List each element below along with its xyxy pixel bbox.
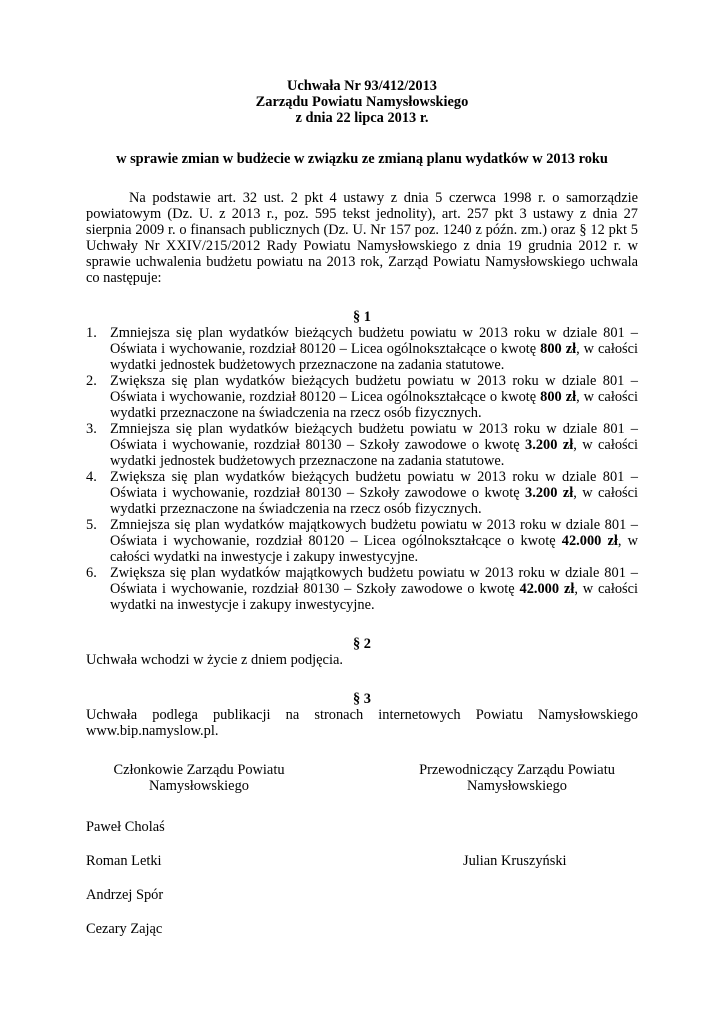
- item-number: 1.: [86, 325, 97, 341]
- item-number: 5.: [86, 517, 97, 533]
- signatory-row: [86, 887, 638, 903]
- item-text-end: , w całości wydatki jednostek budżetowych przeznaczone na zadania statutowe.: [110, 437, 638, 469]
- item-text: Zmniejsza się plan wydatków majątkowych budżetu powiatu w 2013 roku w dziale 801 – Oświata i wychowanie, rozdział 80120 – Licea ogólnokształcące o kwotę: [110, 517, 638, 549]
- signature-headers: [86, 762, 638, 794]
- intro-paragraph: Na podstawie art. 32 ust. 2 pkt 4 ustawy z dnia 5 czerwca 1998 r. o samorządzie powiatowym (Dz. U. z 2013 r., poz. 595 tekst jednolity), art. 257 pkt 3 ustawy z dnia 27 sierpnia 2009 r. o finansach publicznych (Dz. U. Nr 157 poz. 1240 z późn. zm.) oraz § 12 pkt 5 Uchwały Nr XXIV/215/2012 Rady Powiatu Namysłowskiego z dnia 19 grudnia 2012 r. w sprawie uchwalenia budżetu powiatu na 2013 rok, Zarząd Powiatu Namysłowskiego uchwala co następuje:: [86, 190, 638, 286]
- signatory-row: [86, 921, 638, 937]
- signatory-row: [86, 853, 638, 869]
- issuing-body: Zarządu Powiatu Namysłowskiego: [255, 94, 469, 110]
- item-text-end: , w całości wydatki przeznaczone na świadczenia na rzecz osób fizycznych.: [110, 389, 639, 421]
- member-name: Roman Letki: [86, 853, 162, 869]
- item-amount: 3.200 zł: [525, 437, 574, 453]
- section-1-title: § 1: [353, 309, 371, 325]
- item-text: Zwiększa się plan wydatków bieżących budżetu powiatu w 2013 roku w dziale 801 – Oświata i wychowanie, rozdział 80120 – Licea ogólnokształcące o kwotę: [110, 373, 638, 405]
- resolution-number: Uchwała Nr 93/412/2013: [286, 78, 438, 94]
- item-text-end: , w całości wydatki na inwestycje i zakupy inwestycyjne.: [110, 581, 638, 613]
- item-amount: 42.000 zł: [561, 533, 618, 549]
- item-text: Zmniejsza się plan wydatków bieżących budżetu powiatu w 2013 roku w dziale 801 – Oświata i wychowanie, rozdział 80120 – Licea ogólnokształcące o kwotę: [110, 325, 638, 357]
- list-item: [86, 469, 638, 517]
- section-3-title: § 3: [353, 691, 371, 707]
- item-text: Zwiększa się plan wydatków bieżących budżetu powiatu w 2013 roku w dziale 801 – Oświata i wychowanie, rozdział 80130 – Szkoły zawodowe o kwotę: [110, 469, 638, 501]
- item-number: 3.: [86, 421, 97, 437]
- item-number: 4.: [86, 469, 97, 485]
- item-text-end: , w całości wydatki na inwestycje i zakupy inwestycyjne.: [110, 533, 639, 565]
- members-heading-line2: Namysłowskiego: [149, 778, 249, 794]
- chair-heading-line1: Przewodniczący Zarządu Powiatu: [419, 762, 615, 778]
- list-item: [86, 421, 638, 469]
- section-2-text: Uchwała wchodzi w życie z dniem podjęcia.: [86, 652, 343, 668]
- section-1-items: [86, 325, 638, 613]
- list-item: [86, 325, 638, 373]
- signatory-row: [86, 819, 638, 835]
- item-amount: 42.000 zł: [519, 581, 575, 597]
- resolution-date: z dnia 22 lipca 2013 r.: [295, 110, 429, 126]
- signatory-list: [86, 819, 638, 937]
- section-3-text: Uchwała podlega publikacji na stronach internetowych Powiatu Namysłowskiego www.bip.namyslow.pl.: [86, 707, 638, 739]
- member-name: Paweł Cholaś: [86, 819, 165, 835]
- chair-signature-block: [404, 762, 630, 794]
- list-item: [86, 373, 638, 421]
- member-name: Andrzej Spór: [86, 887, 164, 903]
- item-amount: 3.200 zł: [525, 485, 574, 501]
- chair-heading-line2: Namysłowskiego: [467, 778, 567, 794]
- section-2-title: § 2: [353, 636, 371, 652]
- item-text: Zmniejsza się plan wydatków bieżących budżetu powiatu w 2013 roku w dziale 801 – Oświata i wychowanie, rozdział 80130 – Szkoły zawodowe o kwotę: [110, 421, 638, 453]
- document-page: [86, 78, 638, 937]
- member-name: Cezary Zając: [86, 921, 163, 937]
- item-text-end: , w całości wydatki jednostek budżetowych przeznaczone na zadania statutowe.: [110, 341, 639, 373]
- item-text: Zwiększa się plan wydatków majątkowych budżetu powiatu w 2013 roku w dziale 801 – Oświata i wychowanie, rozdział 80130 – Szkoły zawodowe o kwotę: [110, 565, 638, 597]
- chair-name: Julian Kruszyński: [463, 853, 567, 869]
- list-item: [86, 517, 638, 565]
- item-amount: 800 zł: [540, 341, 577, 357]
- item-text-end: , w całości wydatki przeznaczone na świadczenia na rzecz osób fizycznych.: [110, 485, 638, 517]
- item-number: 6.: [86, 565, 97, 581]
- item-amount: 800 zł: [540, 389, 577, 405]
- list-item: [86, 565, 638, 613]
- resolution-header: [86, 78, 638, 126]
- members-heading-line1: Członkowie Zarządu Powiatu: [113, 762, 285, 778]
- item-number: 2.: [86, 373, 97, 389]
- members-signature-block: [86, 762, 312, 794]
- resolution-subject: w sprawie zmian w budżecie w związku ze zmianą planu wydatków w 2013 roku: [116, 151, 608, 167]
